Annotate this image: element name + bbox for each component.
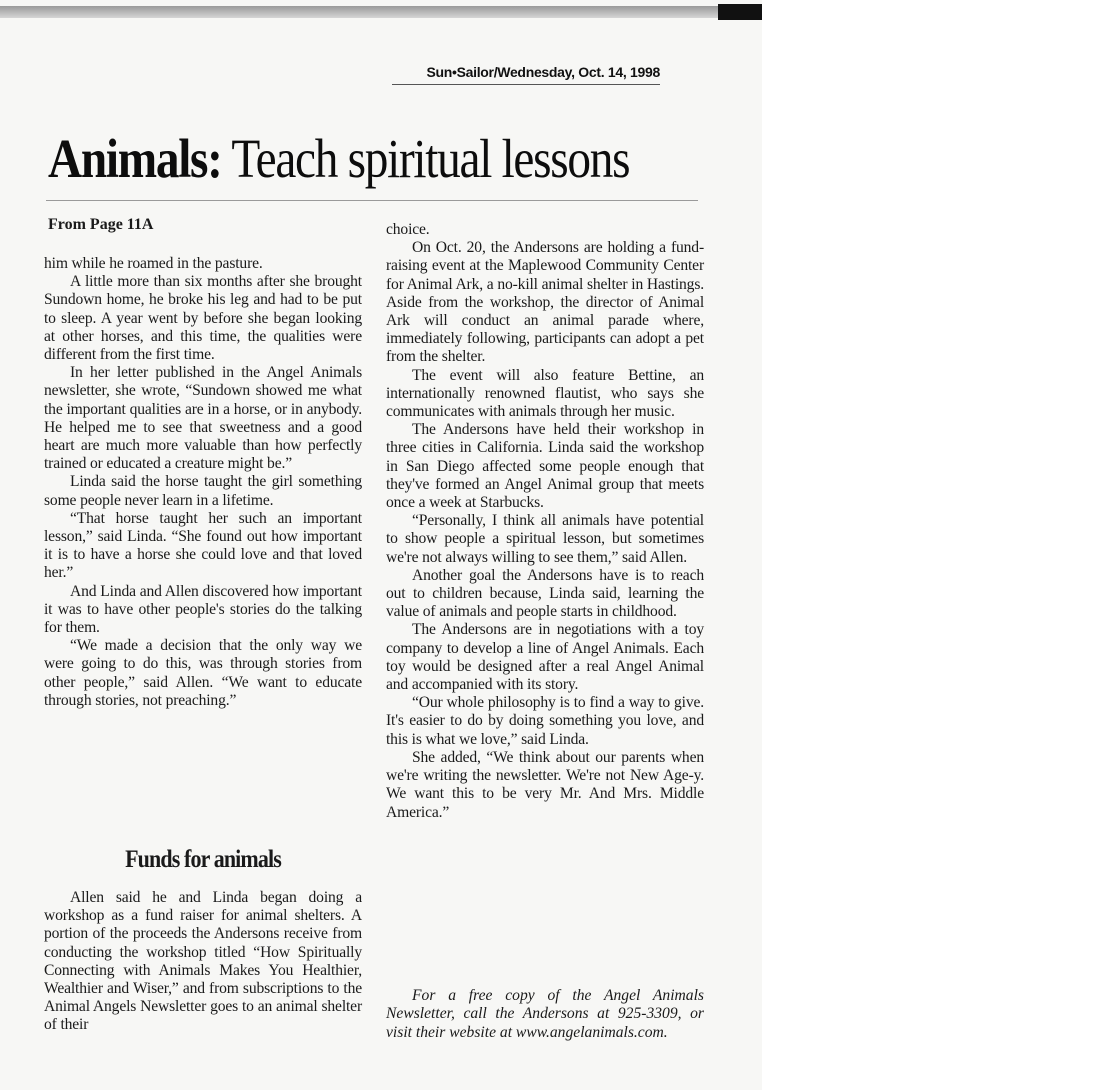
continued-from-label: From Page 11A — [48, 216, 154, 233]
masthead-dateline: Sun•Sailor/Wednesday, Oct. 14, 1998 — [392, 64, 660, 85]
paragraph: “That horse taught her such an important lesson,” said Linda. “She found out how important it is to have a horse she could love and that loved her.” — [44, 509, 362, 582]
article-column-right — [386, 221, 704, 822]
paragraph: Another goal the Andersons have is to reach out to children because, Linda said, learning the value of animals and people starts in childhood. — [386, 566, 704, 621]
paragraph: The Andersons have held their workshop in three cities in California. Linda said the workshop in San Diego affected some people enough that they've formed an Angel Animal group that meets once a week at Starbucks. — [386, 421, 704, 512]
paragraph: On Oct. 20, the Andersons are holding a fund-raising event at the Maplewood Community Center for Animal Ark, a no-kill animal shelter in Hastings. Aside from the workshop, the director of Animal Ark will conduct an animal parade where, immediately following, participants can adopt a pet from the shelter. — [386, 239, 704, 366]
headline-keyword: Animals: — [48, 128, 222, 189]
paragraph: The event will also feature Bettine, an internationally renowned flautist, who says she communicates with animals through her music. — [386, 366, 704, 421]
paragraph: Linda said the horse taught the girl something some people never learn in a lifetime. — [44, 473, 362, 509]
contact-footnote — [386, 987, 704, 1042]
scan-top-edge — [0, 6, 762, 18]
paragraph: Allen said he and Linda began doing a workshop as a fund raiser for animal shelters. A portion of the proceeds the Andersons receive from conducting the workshop titled “How Spiritually Connecting with Animals Makes You Healthier, Wealthier and Wiser,” and from subscriptions to the Animal Angels Newsletter goes to an animal shelter of their — [44, 889, 362, 1034]
section-subhead: Funds for animals — [125, 846, 281, 873]
paragraph: “We made a decision that the only way we were going to do this, was through stories from other people,” said Allen. “We want to educate through stories, not preaching.” — [44, 637, 362, 709]
paragraph: She added, “We think about our parents when we're writing the newsletter. We're not New Age-y. We want this to be very Mr. And Mrs. Middle America.” — [386, 748, 704, 821]
article-column-left — [44, 255, 362, 710]
paragraph: “Our whole philosophy is to find a way to give. It's easier to do by doing something you love, and this is what we love,” said Linda. — [386, 694, 704, 748]
paragraph: him while he roamed in the pasture. — [44, 255, 263, 272]
paragraph: And Linda and Allen discovered how important it was to have other people's stories do the talking for them. — [44, 582, 362, 637]
paragraph: The Andersons are in negotiations with a toy company to develop a line of Angel Animals. Each toy would be designed after a real Angel Animal and accompanied with its story. — [386, 621, 704, 694]
headline-divider — [46, 200, 698, 201]
headline — [48, 128, 650, 190]
footnote-text: For a free copy of the Angel Animals Newsletter, call the Andersons at 925-3309, or visit their website at www.angelanimals.com. — [386, 987, 704, 1041]
scan-dark-corner — [718, 4, 762, 20]
paragraph: A little more than six months after she brought Sundown home, he broke his leg and had to be put to sleep. A year went by before she began looking at other horses, and this time, the qualities were different from the first time. — [44, 273, 362, 364]
paragraph: choice. — [386, 221, 430, 238]
paragraph: In her letter published in the Angel Animals newsletter, she wrote, “Sundown showed me what the important qualities are in a horse, or in anybody. He helped me to see that sweetness and a good heart are much more valuable than how perfectly trained or educated a creature might be.” — [44, 364, 362, 473]
headline-rest: Teach spiritual lessons — [231, 128, 630, 189]
paragraph: “Personally, I think all animals have potential to show people a spiritual lesson, but sometimes we're not always willing to see them,” said Allen. — [386, 512, 704, 566]
article-column-left-lower — [44, 889, 362, 1035]
